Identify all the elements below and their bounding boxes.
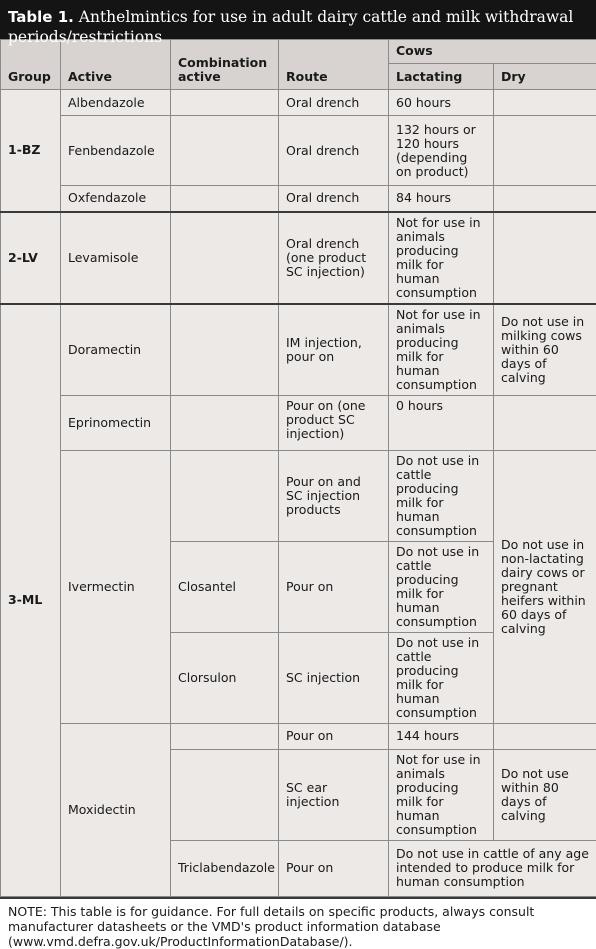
dry-cell [494,395,596,450]
lactating-cell: 0 hours [389,395,494,450]
group-cell-lv: 2-LV [1,212,61,304]
active-cell: Albendazole [61,90,171,116]
table-note: NOTE: This table is for guidance. For full details on specific products, always consult manufacturer datasheets or the VMD's product information database (www.vmd.defra.gov.uk/ProductInformationDatabase/). [0,897,596,949]
combination-cell [171,723,279,749]
lactating-cell: 60 hours [389,90,494,116]
combination-cell [171,186,279,212]
route-cell: SC ear injection [279,749,389,840]
route-cell: Pour on [279,840,389,896]
dry-cell [494,90,596,116]
table-title [0,0,596,39]
header-group: Group [1,40,61,90]
combination-cell: Clorsulon [171,632,279,723]
route-cell: Oral drench [279,90,389,116]
route-cell: Pour on and SC injection products [279,450,389,541]
combination-cell [171,749,279,840]
header-route: Route [279,40,389,90]
table-row [1,395,596,450]
lactating-cell: Not for use in animals producing milk for human consumption [389,304,494,396]
table-row [1,450,596,541]
lactating-cell: 144 hours [389,723,494,749]
header-lactating: Lactating [389,64,494,90]
active-cell: Eprinomectin [61,395,171,450]
cows-cell: Do not use in cattle of any age intended to produce milk for human consumption [389,840,596,896]
table-row [1,304,596,396]
header-active: Active [61,40,171,90]
active-cell: Oxfendazole [61,186,171,212]
dry-cell [494,186,596,212]
dry-cell [494,723,596,749]
lactating-cell: Not for use in animals producing milk for human consumption [389,212,494,304]
dry-cell [494,116,596,186]
table-row [1,723,596,749]
group-cell-bz: 1-BZ [1,90,61,212]
route-cell: Pour on (one product SC injection) [279,395,389,450]
table-title-number: Table 1. [8,8,74,26]
lactating-cell: Not for use in animals producing milk for human consumption [389,749,494,840]
active-cell: Moxidectin [61,723,171,896]
combination-cell: Triclabendazole [171,840,279,896]
combination-cell: Closantel [171,541,279,632]
header-dry: Dry [494,64,596,90]
active-cell: Fenbendazole [61,116,171,186]
combination-cell [171,304,279,396]
header-cows: Cows [389,40,596,64]
lactating-cell: 84 hours [389,186,494,212]
route-cell: IM injection, pour on [279,304,389,396]
active-cell: Ivermectin [61,450,171,723]
table-row [1,90,596,116]
combination-cell [171,90,279,116]
dry-cell: Do not use within 80 days of calving [494,749,596,840]
combination-cell [171,116,279,186]
header-combination: Combination active [171,40,279,90]
lactating-cell: Do not use in cattle producing milk for human consumption [389,632,494,723]
route-cell: SC injection [279,632,389,723]
dry-cell: Do not use in milking cows within 60 days of calving [494,304,596,396]
active-cell: Doramectin [61,304,171,396]
table-row [1,186,596,212]
lactating-cell: Do not use in cattle producing milk for human consumption [389,450,494,541]
combination-cell [171,395,279,450]
lactating-cell: Do not use in cattle producing milk for human consumption [389,541,494,632]
anthelmintics-table [0,39,596,897]
active-cell: Levamisole [61,212,171,304]
table-title-text: Anthelmintics for use in adult dairy cattle and milk withdrawal periods/restrictions [8,8,573,46]
route-cell: Oral drench [279,186,389,212]
group-cell-ml: 3-ML [1,304,61,897]
route-cell: Oral drench (one product SC injection) [279,212,389,304]
table-row [1,116,596,186]
table-row [1,212,596,304]
dry-cell: Do not use in non-lactating dairy cows or pregnant heifers within 60 days of calving [494,450,596,723]
combination-cell [171,212,279,304]
route-cell: Oral drench [279,116,389,186]
combination-cell [171,450,279,541]
dry-cell [494,212,596,304]
route-cell: Pour on [279,723,389,749]
lactating-cell: 132 hours or 120 hours (depending on product) [389,116,494,186]
route-cell: Pour on [279,541,389,632]
